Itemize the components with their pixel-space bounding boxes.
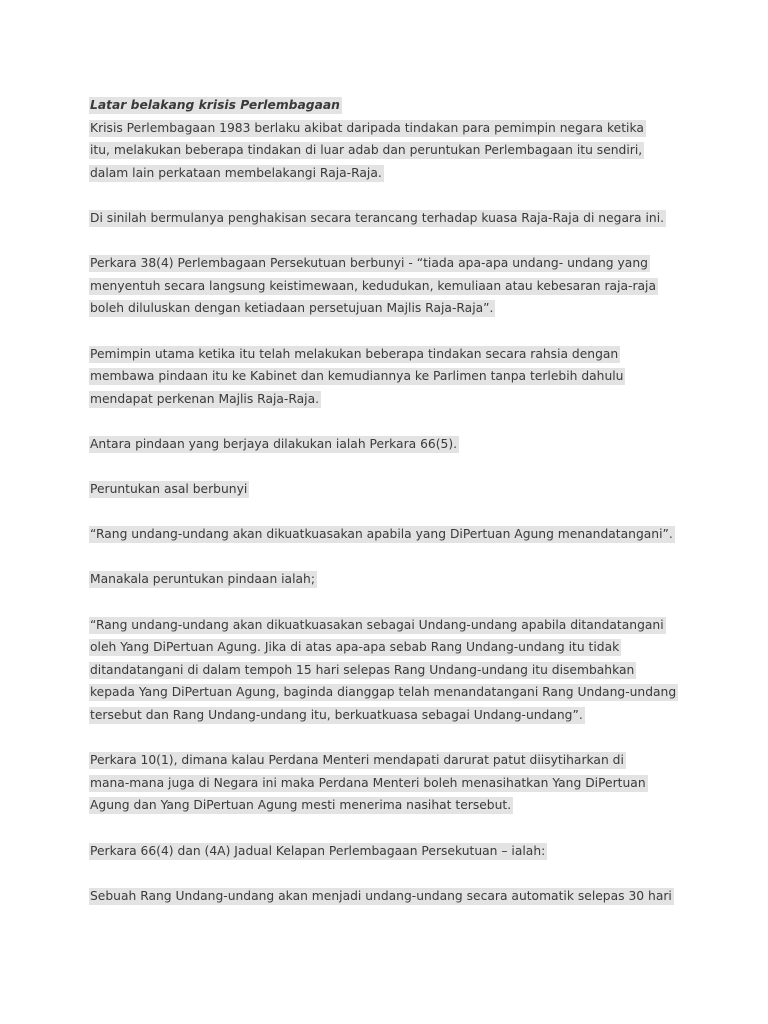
text-line: dalam lain perkataan membelakangi Raja-Raja. [90,165,382,180]
paragraph [89,252,689,320]
text-line: mana-mana juga di Negara ini maka Perdana Menteri boleh menasihatkan Yang DiPertuan [90,775,646,790]
paragraph [89,207,689,230]
text-line: “Rang undang-undang akan dikuatkuasakan sebagai Undang-undang apabila ditandatangani [90,617,664,632]
text-line: Sebuah Rang Undang-undang akan menjadi undang-undang secara automatik selepas 30 hari [90,888,672,903]
text-line: boleh diluluskan dengan ketiadaan persetujuan Majlis Raja-Raja”. [90,301,494,316]
paragraph [89,568,689,591]
section-heading [89,94,689,117]
text-line: Perkara 10(1), dimana kalau Perdana Menteri mendapati darurat patut diisytiharkan di [90,753,624,768]
text-line: oleh Yang DiPertuan Agung. Jika di atas apa-apa sebab Rang Undang-undang itu tidak [90,640,620,655]
text-line: “Rang undang-undang akan dikuatkuasakan apabila yang DiPertuan Agung menandatangani”. [90,527,673,542]
document-body [89,94,689,930]
text-line: Peruntukan asal berbunyi [90,482,248,497]
text-line: membawa pindaan itu ke Kabinet dan kemudiannya ke Parlimen tanpa terlebih dahulu [90,369,624,384]
text-line: menyentuh secara langsung keistimewaan, kedudukan, kemuliaan atau kebesaran raja-raja [90,278,657,293]
text-line: mendapat perkenan Majlis Raja-Raja. [90,391,320,406]
text-line: Antara pindaan yang berjaya dilakukan ialah Perkara 66(5). [90,436,458,451]
paragraph [89,840,689,863]
paragraph-intro [89,117,689,185]
text-line: Pemimpin utama ketika itu telah melakukan beberapa tindakan secara rahsia dengan [90,346,619,361]
text-line: Perkara 38(4) Perlembagaan Persekutuan berbunyi - “tiada apa-apa undang- undang yang [90,256,648,271]
paragraph [89,478,689,501]
text-line: kepada Yang DiPertuan Agung, baginda dianggap telah menandatangani Rang Undang-undang [90,685,677,700]
text-line: Di sinilah bermulanya penghakisan secara terancang terhadap kuasa Raja-Raja di negara ini. [90,210,665,225]
text-line: itu, melakukan beberapa tindakan di luar adab dan peruntukan Perlembagaan itu sendiri, [90,143,643,158]
paragraph [89,343,689,411]
paragraph [89,749,689,817]
text-line: tersebut dan Rang Undang-undang itu, berkuatkuasa sebagai Undang-undang”. [90,708,583,723]
text-line: ditandatangani di dalam tempoh 15 hari selepas Rang Undang-undang itu disembahkan [90,662,635,677]
paragraph [89,614,689,727]
paragraph [89,433,689,456]
text-line: Krisis Perlembagaan 1983 berlaku akibat daripada tindakan para pemimpin negara ketika [90,120,644,135]
heading-text: Latar belakang krisis Perlembagaan [90,98,340,112]
text-line: Perkara 66(4) dan (4A) Jadual Kelapan Perlembagaan Persekutuan – ialah: [90,843,546,858]
paragraph [89,885,689,908]
text-line: Agung dan Yang DiPertuan Agung mesti menerima nasihat tersebut. [90,798,512,813]
paragraph [89,523,689,546]
text-line: Manakala peruntukan pindaan ialah; [90,572,315,587]
